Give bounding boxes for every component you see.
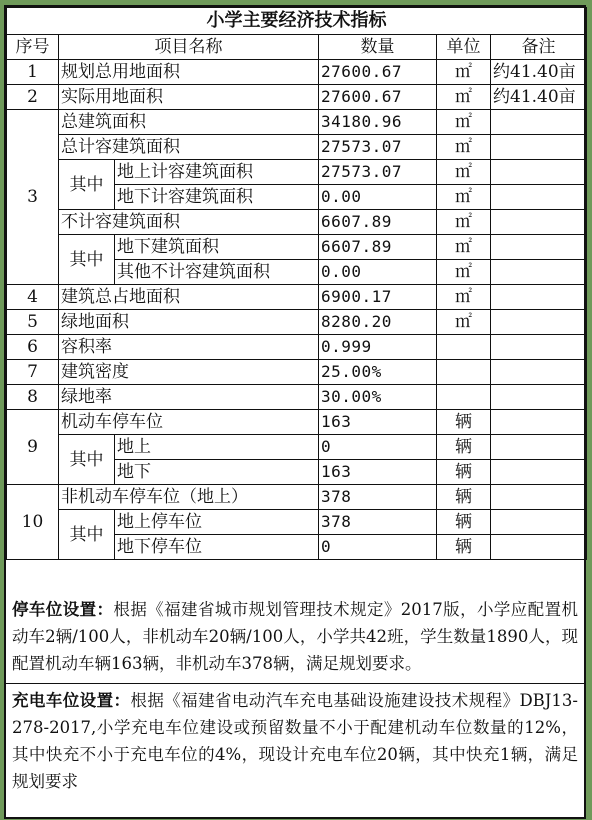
row-name: 绿地面积 [59, 310, 319, 335]
row-name: 非机动车停车位（地上） [59, 485, 319, 510]
row-unit: ㎡ [437, 135, 491, 160]
row-name: 地下 [115, 460, 319, 485]
row-group-label: 其中 [59, 435, 115, 485]
row-unit: ㎡ [437, 310, 491, 335]
row-name: 规划总用地面积 [59, 60, 319, 85]
notes-section [6, 592, 584, 801]
table-row [7, 235, 587, 260]
row-note [491, 360, 587, 385]
row-name: 实际用地面积 [59, 85, 319, 110]
row-qty: 163 [319, 410, 437, 435]
row-note [491, 210, 587, 235]
row-qty: 0.999 [319, 335, 437, 360]
header-unit: 单位 [437, 35, 491, 60]
row-name: 地上计容建筑面积 [115, 160, 319, 185]
table-row [7, 110, 587, 135]
row-qty: 378 [319, 510, 437, 535]
row-unit [437, 360, 491, 385]
row-qty: 27600.67 [319, 60, 437, 85]
table-row [7, 310, 587, 335]
row-no: 3 [7, 110, 59, 285]
header-qty: 数量 [319, 35, 437, 60]
row-note [491, 285, 587, 310]
row-qty: 0.00 [319, 185, 437, 210]
header-no: 序号 [7, 35, 59, 60]
row-group-label: 其中 [59, 160, 115, 210]
row-note [491, 410, 587, 435]
row-name: 容积率 [59, 335, 319, 360]
row-no: 7 [7, 360, 59, 385]
row-name: 总计容建筑面积 [59, 135, 319, 160]
row-unit: ㎡ [437, 60, 491, 85]
row-no: 9 [7, 410, 59, 485]
row-no: 10 [7, 485, 59, 560]
table-row [7, 360, 587, 385]
row-note: 约41.40亩 [491, 60, 587, 85]
row-qty: 34180.96 [319, 110, 437, 135]
indicator-table [6, 7, 587, 560]
row-name: 地下计容建筑面积 [115, 185, 319, 210]
parking-note [6, 592, 584, 683]
parking-note-text: 根据《福建省城市规划管理技术规定》2017版，小学应配置机动车2辆/100人，非机动车20辆/100人，小学共42班，学生数量1890人，现配置机动车辆163辆，非机动车378辆，满足规划要求。 [12, 600, 578, 673]
row-note [491, 185, 587, 210]
row-note [491, 385, 587, 410]
row-no: 8 [7, 385, 59, 410]
row-name: 地下建筑面积 [115, 235, 319, 260]
row-qty: 163 [319, 460, 437, 485]
row-note [491, 460, 587, 485]
row-unit: 辆 [437, 435, 491, 460]
table-row [7, 85, 587, 110]
table-title-row [7, 8, 587, 35]
row-group-label: 其中 [59, 510, 115, 560]
row-note [491, 160, 587, 185]
row-qty: 8280.20 [319, 310, 437, 335]
table-row [7, 385, 587, 410]
row-unit: ㎡ [437, 85, 491, 110]
row-note [491, 335, 587, 360]
row-note [491, 235, 587, 260]
row-qty: 6607.89 [319, 210, 437, 235]
row-name: 地上 [115, 435, 319, 460]
row-name: 地上停车位 [115, 510, 319, 535]
row-unit [437, 385, 491, 410]
table-row [7, 335, 587, 360]
row-note [491, 485, 587, 510]
row-unit: ㎡ [437, 235, 491, 260]
row-qty: 27600.67 [319, 85, 437, 110]
row-qty: 0.00 [319, 260, 437, 285]
charging-note-label: 充电车位设置： [12, 691, 131, 710]
row-unit [437, 335, 491, 360]
row-unit: 辆 [437, 535, 491, 560]
row-no: 1 [7, 60, 59, 85]
row-qty: 0 [319, 535, 437, 560]
row-note: 约41.40亩 [491, 85, 587, 110]
row-qty: 25.00% [319, 360, 437, 385]
row-unit: ㎡ [437, 210, 491, 235]
row-group-label: 其中 [59, 235, 115, 285]
row-note [491, 435, 587, 460]
row-name: 不计容建筑面积 [59, 210, 319, 235]
table-header-row [7, 35, 587, 60]
row-name: 机动车停车位 [59, 410, 319, 435]
row-unit: ㎡ [437, 260, 491, 285]
header-name: 项目名称 [59, 35, 319, 60]
row-qty: 27573.07 [319, 160, 437, 185]
row-note [491, 260, 587, 285]
row-note [491, 135, 587, 160]
row-note [491, 535, 587, 560]
table-title: 小学主要经济技术指标 [7, 8, 587, 35]
row-note [491, 510, 587, 535]
row-no: 2 [7, 85, 59, 110]
row-unit: 辆 [437, 510, 491, 535]
table-row [7, 160, 587, 185]
row-name: 建筑密度 [59, 360, 319, 385]
table-row [7, 60, 587, 85]
row-unit: ㎡ [437, 110, 491, 135]
row-name: 地下停车位 [115, 535, 319, 560]
indicator-sheet [4, 5, 586, 819]
row-name: 其他不计容建筑面积 [115, 260, 319, 285]
table-row [7, 435, 587, 460]
row-name: 建筑总占地面积 [59, 285, 319, 310]
row-qty: 378 [319, 485, 437, 510]
row-unit: ㎡ [437, 285, 491, 310]
table-row [7, 485, 587, 510]
charging-note-text: 根据《福建省电动汽车充电基础设施建设技术规程》DBJ13-278-2017,小学充电车位建设或预留数量不小于配建机动车位数量的12%，其中快充不小于充电车位的4%，现设计充电车位20辆，其中快充1辆，满足规划要求 [12, 691, 578, 791]
row-no: 6 [7, 335, 59, 360]
row-unit: 辆 [437, 410, 491, 435]
table-row [7, 285, 587, 310]
header-note: 备注 [491, 35, 587, 60]
row-unit: 辆 [437, 460, 491, 485]
row-qty: 6607.89 [319, 235, 437, 260]
row-no: 5 [7, 310, 59, 335]
row-unit: 辆 [437, 485, 491, 510]
row-no: 4 [7, 285, 59, 310]
row-qty: 30.00% [319, 385, 437, 410]
row-unit: ㎡ [437, 160, 491, 185]
row-note [491, 110, 587, 135]
table-row [7, 210, 587, 235]
table-row [7, 135, 587, 160]
row-note [491, 310, 587, 335]
row-qty: 0 [319, 435, 437, 460]
table-row [7, 410, 587, 435]
table-row [7, 510, 587, 535]
row-name: 总建筑面积 [59, 110, 319, 135]
row-qty: 27573.07 [319, 135, 437, 160]
charging-note [6, 683, 584, 801]
row-name: 绿地率 [59, 385, 319, 410]
row-unit: ㎡ [437, 185, 491, 210]
row-qty: 6900.17 [319, 285, 437, 310]
parking-note-label: 停车位设置： [12, 600, 114, 619]
